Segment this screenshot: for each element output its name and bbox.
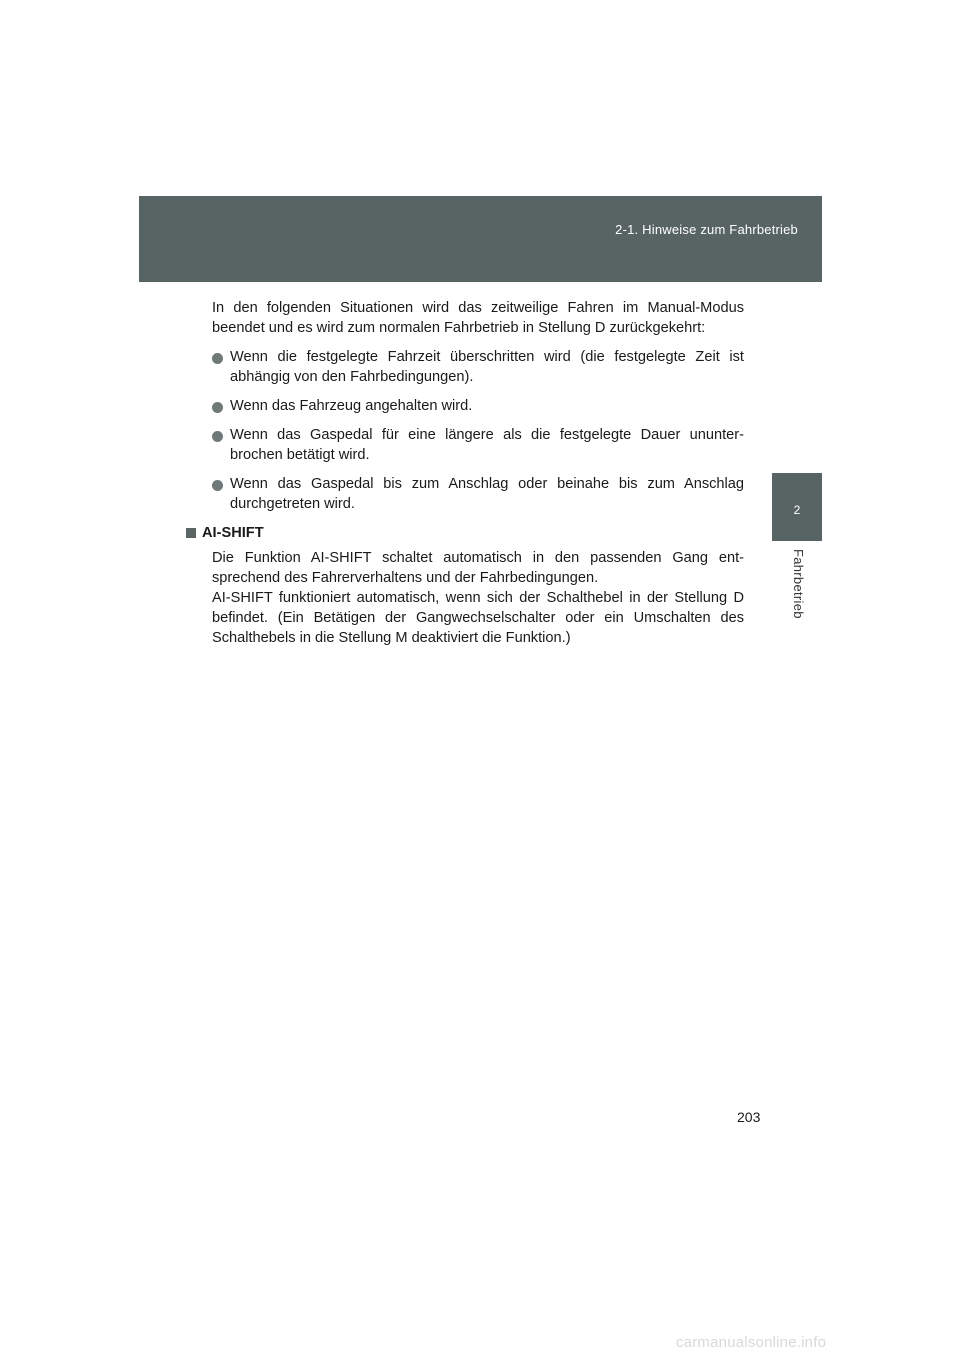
section-heading [186, 523, 744, 543]
list-item-text: Wenn die festgelegte Fahrzeit überschritten wird (die festgelegte Zeit ist abhängig von den Fahrbedingungen). [230, 349, 744, 385]
bullet-dot-icon [212, 353, 223, 364]
bullet-dot-icon [212, 431, 223, 442]
page-content [202, 298, 744, 648]
chapter-number: 2 [793, 503, 801, 517]
bullet-dot-icon [212, 480, 223, 491]
page-number: 203 [737, 1109, 761, 1125]
list-item-text: Wenn das Fahrzeug angehalten wird. [230, 398, 473, 414]
list-item [212, 396, 744, 416]
section-paragraph: AI-SHIFT funktioniert automatisch, wenn sich der Schalthebel in der Stellung D befindet. (Ein Betätigen der Gangwechselschalter oder ein Umschalten des Schalthebels in die Stellung M deaktiviert die Funktion.) [212, 590, 744, 646]
list-item-text: Wenn das Gaspedal bis zum Anschlag oder beinahe bis zum Anschlag durchgetreten wird. [230, 476, 744, 512]
section-body [212, 548, 744, 648]
section-title: 2-1. Hinweise zum Fahrbetrieb [615, 222, 798, 237]
bullet-dot-icon [212, 402, 223, 413]
watermark: carmanualsonline.info [676, 1334, 827, 1351]
chapter-label: Fahrbetrieb [791, 549, 806, 619]
section-paragraph: Die Funktion AI-SHIFT schaltet automatisch in den passenden Gang ent-sprechend des Fahrerverhaltens und der Fahrbedingungen. [212, 550, 744, 586]
page-header-band [139, 196, 822, 282]
chapter-tab [772, 473, 822, 541]
list-item-text: Wenn das Gaspedal für eine längere als die festgelegte Dauer ununter-brochen betätigt wird. [230, 427, 744, 463]
list-item [212, 474, 744, 514]
intro-paragraph: In den folgenden Situationen wird das zeitweilige Fahren im Manual-Modus beendet und es wird zum normalen Fahrbetrieb in Stellung D zurückgekehrt: [212, 300, 744, 336]
square-bullet-icon [186, 528, 196, 538]
list-item [212, 425, 744, 465]
list-item [212, 347, 744, 387]
section-heading-text: AI-SHIFT [202, 525, 264, 541]
